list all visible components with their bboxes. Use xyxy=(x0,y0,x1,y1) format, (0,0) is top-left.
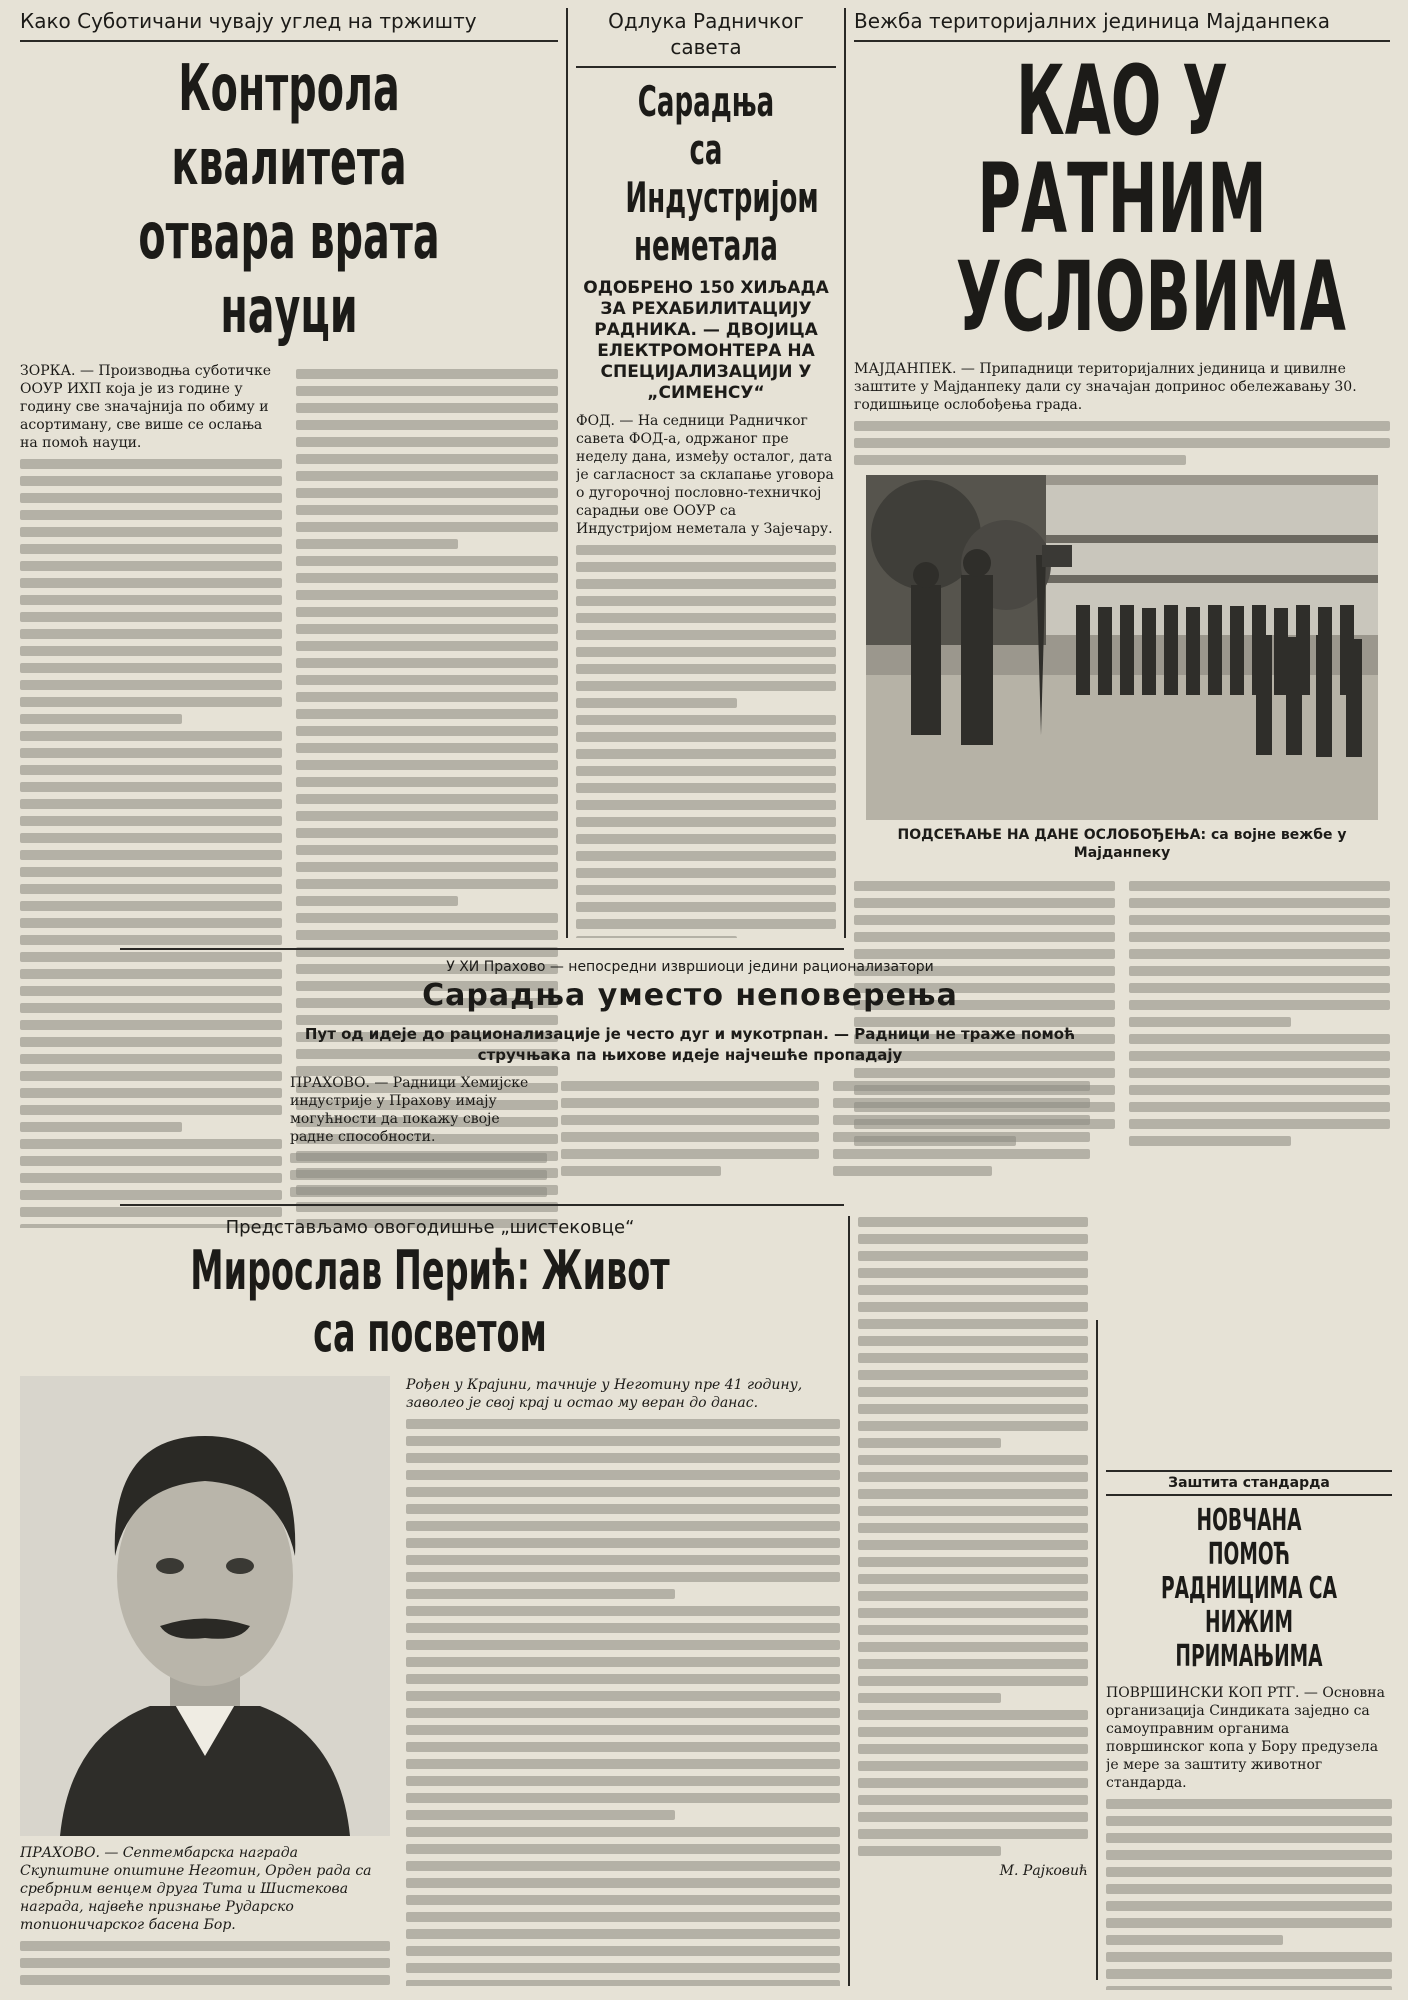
section-rule xyxy=(120,1204,844,1206)
article-lead: МАЈДАНПЕК. — Припадници територијалних јединица и цивилне заштите у Мајданпеку дали су значајан допринос обележавању 30. годишњице ослобођења града. xyxy=(854,361,1357,413)
article-headline: Мирослав Перић: Живот са посветом xyxy=(190,1239,670,1364)
column-rule xyxy=(1096,1320,1098,1980)
column-rule xyxy=(848,1216,850,1986)
article-lead: ПОВРШИНСКИ КОП РТГ. — Основна организација Синдиката заједно са самоуправним органима површинског копа у Бору предузела је мере за заштиту животног стандарда. xyxy=(1106,1685,1385,1791)
article-trust-cooperation-continued xyxy=(858,1210,1088,1950)
article-headline: КАО У РАТНИМ УСЛОВИМА xyxy=(955,45,1346,353)
article-kicker: Представљамо овогодишње „шистековце“ xyxy=(225,1217,635,1238)
article-headline: Сарадња уместо неповерења xyxy=(422,978,958,1013)
photo-caption: ПОДСЕЋАЊЕ НА ДАНЕ ОСЛОБОЂЕЊА: са војне вежбе у Мајданпеку xyxy=(897,827,1347,861)
article-kicker: Вежба територијалних јединица Мајданпека xyxy=(854,8,1390,42)
article-headline: Контрола квалитета отвара врата науци xyxy=(138,52,440,348)
article-industry-cooperation xyxy=(576,8,836,938)
article-lead: ЗОРКА. — Производња суботичке ООУР ИХП која је из године у годину све значајнија по обиму и асортиману, све више се ослања на помоћ науци. xyxy=(20,363,272,451)
article-deck: Пут од идеје до рационализације је често дуг и мукотрпан. — Радници не траже помоћ стручњака па њихове идеје најчешће пропадају xyxy=(304,1025,1076,1064)
article-lead: ПРАХОВО. — Радници Хемијске индустрије у Прахову имају могућности да покажу своје радне способности. xyxy=(290,1075,529,1145)
article-kicker: Како Суботичани чувају углед на тржишту xyxy=(20,8,558,42)
article-trust-cooperation xyxy=(290,958,1090,1198)
article-headline: НОВЧАНА ПОМОЋ РАДНИЦИМА СА НИЖИМ ПРИМАЊИМА xyxy=(1161,1503,1337,1674)
section-rule xyxy=(120,948,844,950)
article-lead: Рођен у Крајини, тачније у Неготину пре 41 годину, заволео је свој крај и остао му веран до данас. xyxy=(406,1377,803,1411)
article-kicker: Заштита стандарда xyxy=(1106,1470,1392,1496)
portrait-caption: ПРАХОВО. — Септембарска награда Скупштине општине Неготин, Орден рада са сребрним венцем друга Тита и Шистекова награда, највеће признање Рударско топионичарског басена Бор. xyxy=(20,1845,372,1933)
article-lead: ФОД. — На седници Радничког савета ФОД-а, одржаног пре неделу дана, између осталог, дата је сагласност за склапање уговора о дугорочној пословно-техничкој сарадњи ове ООУР са Индустријом неметала у Зајечару. xyxy=(576,413,834,537)
article-headline: Сарадња са Индустријом неметала xyxy=(625,77,819,270)
article-kicker: Одлука Радничког савета xyxy=(576,8,836,68)
column-rule xyxy=(844,8,846,938)
article-financial-aid xyxy=(1106,1470,1392,1990)
military-exercise-photo xyxy=(866,475,1378,820)
column-rule xyxy=(566,8,568,938)
article-deck: ОДОБРЕНО 150 ХИЉАДА ЗА РЕХАБИЛИТАЦИЈУ РАДНИКА. — ДВОЈИЦА ЕЛЕКТРОМОНТЕРА НА СПЕЦИЈАЛИЗАЦИЈИ У „СИМЕНСУ“ xyxy=(583,278,829,403)
article-byline: М. Рајковић xyxy=(999,1863,1088,1879)
article-miroslav-peric xyxy=(20,1216,840,1986)
article-kicker: У ХИ Прахово — непосредни извршиоци једини рационализатори xyxy=(446,959,934,975)
portrait-photo xyxy=(20,1376,390,1836)
